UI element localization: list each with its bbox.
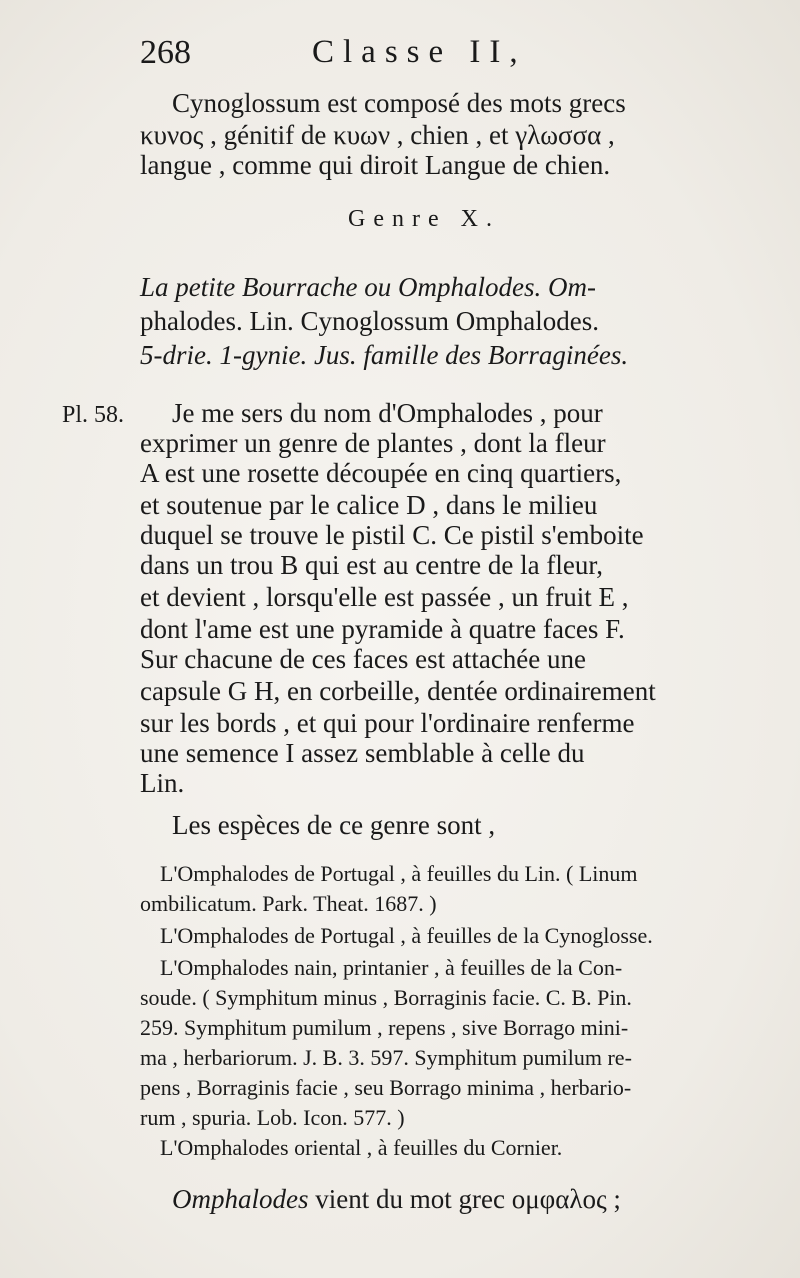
species-line: L'Omphalodes nain, printanier , à feuilles de la Con- [160, 955, 623, 980]
plate-reference: Pl. 58. [62, 402, 125, 428]
species-line: L'Omphalodes oriental , à feuilles du Cornier. [160, 1135, 563, 1160]
etymology-bottom-line [172, 1182, 621, 1216]
description-line: duquel se trouve le pistil C. Ce pistil s'emboite [140, 520, 644, 550]
species-line: rum , spuria. Lob. Icon. 577. ) [140, 1105, 405, 1130]
text-line: κυνος , génitif de κυων , chien , et γλωσσα , [140, 120, 615, 150]
description-line: capsule G H, en corbeille, dentée ordinairement [140, 676, 656, 706]
species-heading: Les espèces de ce genre sont , [172, 810, 496, 840]
species-line: L'Omphalodes de Portugal , à feuilles de la Cynoglosse. [160, 923, 653, 948]
genre-title-line: 5-drie. 1-gynie. Jus. famille des Borraginées. [140, 340, 629, 370]
description-line: sur les bords , et qui pour l'ordinaire renferme [140, 708, 635, 738]
description-line: Sur chacune de ces faces est attachée une [140, 644, 587, 674]
description-line: dont l'ame est une pyramide à quatre faces F. [140, 614, 625, 644]
omphalodes-word: Omphalodes [172, 1184, 309, 1214]
description-line: dans un trou B qui est au centre de la fleur, [140, 550, 604, 580]
etymology-bottom-rest: vient du mot grec ομφαλος ; [315, 1184, 621, 1214]
description-line: une semence I assez semblable à celle du [140, 738, 585, 768]
description-line: et soutenue par le calice D , dans le milieu [140, 490, 598, 520]
genre-title-line: phalodes. Lin. Cynoglossum Omphalodes. [140, 306, 599, 336]
page-number: 268 [140, 34, 191, 71]
description-line: Je me sers du nom d'Omphalodes , pour [172, 398, 603, 428]
species-line: pens , Borraginis facie , seu Borrago minima , herbario- [140, 1075, 632, 1100]
species-line: ombilicatum. Park. Theat. 1687. ) [140, 891, 437, 916]
running-title: Classe II, [312, 34, 527, 70]
species-line: ma , herbariorum. J. B. 3. 597. Symphitum pumilum re- [140, 1045, 632, 1070]
description-line: exprimer un genre de plantes , dont la fleur [140, 428, 606, 458]
species-line: soude. ( Symphitum minus , Borraginis facie. C. B. Pin. [140, 985, 632, 1010]
genre-heading: Genre X. [348, 206, 500, 232]
description-line: A est une rosette découpée en cinq quartiers, [140, 458, 622, 488]
text-line: langue , comme qui diroit Langue de chien. [140, 150, 611, 180]
page-header [140, 34, 610, 78]
description-line: et devient , lorsqu'elle est passée , un fruit E , [140, 582, 629, 612]
species-line: 259. Symphitum pumilum , repens , sive Borrago mini- [140, 1015, 629, 1040]
description-line: Lin. [140, 768, 185, 798]
species-line: L'Omphalodes de Portugal , à feuilles du Lin. ( Linum [160, 861, 638, 886]
genre-title-line: La petite Bourrache ou Omphalodes. Om- [140, 272, 596, 302]
text-line: Cynoglossum est composé des mots grecs [172, 88, 626, 118]
